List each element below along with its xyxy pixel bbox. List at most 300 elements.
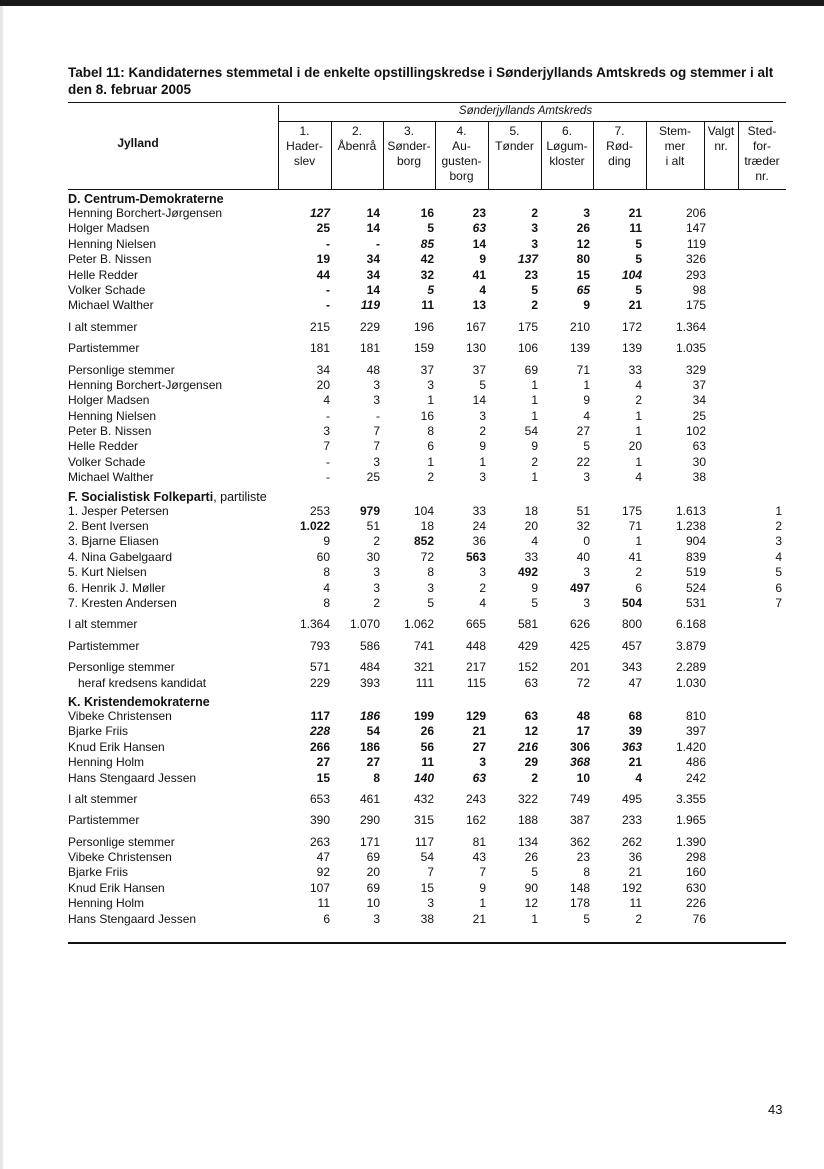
table-cell: 69: [524, 362, 538, 377]
table-cell: 2: [479, 424, 486, 439]
table-cell: 2: [531, 770, 538, 785]
table-cell: 30: [692, 454, 706, 469]
table-cell: 1: [427, 393, 434, 408]
table-cell: 51: [576, 503, 590, 518]
table-cell: 85: [420, 236, 434, 251]
column-header-1: [278, 122, 331, 189]
column-header-line: Tønder: [495, 139, 534, 153]
table-cell: 36: [472, 534, 486, 549]
table-cell: 210: [569, 319, 590, 334]
table-cell: 63: [472, 221, 486, 236]
table-cell: 904: [685, 534, 706, 549]
table-cell: 24: [472, 519, 486, 534]
table-cell: 134: [517, 834, 538, 849]
table-cell: 3: [479, 755, 486, 770]
row-label: Vibeke Christensen: [68, 708, 172, 723]
column-header-4: [435, 122, 488, 189]
row-label: Henning Borchert-Jørgensen: [68, 206, 223, 220]
table-cell: 3: [583, 206, 590, 220]
table-cell: 98: [692, 282, 706, 297]
table-cell: 242: [685, 770, 706, 785]
table-cell: 306: [569, 739, 590, 754]
table-cell: 159: [413, 341, 434, 356]
column-header-line: 3.: [403, 124, 414, 138]
table-cell: 7: [775, 595, 782, 610]
table-row: [68, 813, 786, 828]
row-label: Holger Madsen: [68, 393, 150, 408]
table-cell: 1.030: [675, 675, 706, 690]
table-row: [68, 237, 786, 252]
table-cell: 92: [316, 865, 330, 880]
table-cell: 127: [309, 206, 330, 220]
table-cell: 20: [524, 519, 538, 534]
table-cell: 262: [621, 834, 642, 849]
table-cell: 519: [685, 565, 706, 580]
table-cell: 22: [576, 454, 590, 469]
table-cell: 3: [323, 424, 330, 439]
table-row: [68, 455, 786, 470]
table-cell: 457: [621, 638, 642, 653]
table-cell: 27: [366, 755, 380, 770]
table-cell: 34: [366, 267, 380, 282]
table-cell: 425: [569, 638, 590, 653]
table-cell: 41: [628, 549, 642, 564]
table-cell: 115: [466, 675, 486, 690]
table-cell: 14: [366, 221, 380, 236]
section-title: [68, 486, 786, 504]
row-label: Knud Erik Hansen: [68, 880, 165, 895]
table-cell: -: [326, 298, 330, 313]
row-label: Michael Walther: [68, 298, 154, 313]
table-cell: 3: [531, 221, 538, 236]
table-cell: 3.355: [675, 791, 706, 806]
table-cell: -: [376, 236, 380, 251]
table-row: [68, 206, 786, 221]
table-cell: 201: [569, 660, 590, 675]
table-cell: 8: [427, 424, 434, 439]
table-cell: 215: [309, 319, 330, 334]
table-cell: 1: [531, 470, 538, 485]
table-cell: 229: [309, 675, 330, 690]
table-cell: 9: [479, 252, 486, 267]
table-cell: 1.070: [349, 617, 380, 632]
table-cell: 54: [420, 850, 434, 865]
table-cell: -: [326, 282, 330, 297]
bottom-rule: [68, 942, 786, 944]
table-cell: 147: [685, 221, 706, 236]
table-cell: 139: [569, 341, 590, 356]
table-cell: 3.879: [675, 638, 706, 653]
table-row: [68, 596, 786, 611]
row-label: Peter B. Nissen: [68, 424, 152, 439]
column-header-line: slev: [293, 154, 316, 168]
table-cell: 653: [309, 791, 330, 806]
table-cell: 48: [366, 362, 380, 377]
table-cell: 186: [359, 708, 380, 723]
table-row: [68, 268, 786, 283]
column-header-line: [488, 169, 541, 184]
table-cell: 21: [628, 206, 642, 220]
table-cell: 181: [359, 341, 380, 356]
table-cell: 63: [524, 708, 538, 723]
row-label: Holger Madsen: [68, 221, 150, 236]
table-cell: 111: [415, 675, 434, 690]
table-cell: 492: [517, 565, 538, 580]
table-cell: 175: [685, 298, 706, 313]
table-cell: 7: [427, 865, 434, 880]
column-header-line: 6.: [561, 124, 572, 138]
column-divider: [738, 122, 739, 189]
table-cell: 3: [373, 565, 380, 580]
column-header-line: ding: [608, 154, 631, 168]
table-cell: 13: [472, 298, 486, 313]
column-divider: [704, 122, 705, 189]
table-cell: 3: [583, 470, 590, 485]
table-cell: 72: [576, 675, 590, 690]
region-header: Sønderjyllands Amtskreds: [278, 105, 773, 122]
column-divider: [488, 122, 489, 189]
table-cell: 63: [472, 770, 486, 785]
table-cell: 119: [360, 298, 380, 313]
table-cell: 226: [685, 896, 706, 911]
column-header-line: 7.: [614, 124, 625, 138]
table-cell: 448: [465, 638, 486, 653]
table-cell: 461: [359, 791, 380, 806]
table-cell: 104: [621, 267, 642, 282]
column-header-line: [331, 154, 383, 169]
row-label: Knud Erik Hansen: [68, 739, 165, 754]
section-name: D. Centrum-Demokraterne: [68, 192, 224, 206]
table-cell: 188: [517, 813, 538, 828]
table-cell: 1: [635, 408, 642, 423]
table-cell: 106: [517, 341, 538, 356]
table-cell: 9: [531, 439, 538, 454]
table-cell: 33: [524, 549, 538, 564]
column-header-line: for-: [753, 139, 771, 153]
table-cell: 229: [359, 319, 380, 334]
table-cell: 11: [421, 298, 434, 313]
table-cell: 2: [531, 206, 538, 220]
table-cell: 17: [576, 724, 590, 739]
table-cell: 8: [427, 565, 434, 580]
table-cell: 38: [420, 911, 434, 926]
column-header-line: mer: [664, 139, 686, 153]
table-cell: 20: [628, 439, 642, 454]
table-cell: 90: [524, 880, 538, 895]
table-cell: 3: [531, 236, 538, 251]
table-cell: 2.289: [675, 660, 706, 675]
table-cell: 1: [635, 454, 642, 469]
table-cell: 3: [583, 595, 590, 610]
table-cell: 3: [479, 470, 486, 485]
section-name: F. Socialistisk Folkeparti: [68, 489, 214, 504]
table-cell: 1: [583, 377, 590, 392]
table-cell: 40: [576, 549, 590, 564]
table-cell: 3: [373, 580, 380, 595]
table-cell: 3: [479, 565, 486, 580]
table-cell: 1.022: [299, 519, 330, 534]
table-cell: 290: [359, 813, 380, 828]
column-header-line: Åbenrå: [337, 139, 377, 153]
table-cell: 741: [413, 638, 434, 653]
table-cell: 51: [366, 519, 380, 534]
table-cell: 5: [531, 865, 538, 880]
row-label: Personlige stemmer: [68, 660, 175, 675]
row-label: heraf kredsens kandidat: [78, 675, 207, 690]
table-cell: 1.613: [675, 503, 706, 518]
table-cell: 1: [775, 503, 782, 518]
table-cell: 1.364: [299, 617, 330, 632]
row-label-header: Jylland: [117, 136, 159, 150]
table-cell: 266: [309, 739, 330, 754]
table-cell: 586: [359, 638, 380, 653]
row-label: Hans Stengaard Jessen: [68, 770, 197, 785]
table-cell: 19: [316, 252, 330, 267]
table-cell: 140: [413, 770, 434, 785]
table-cell: 5: [427, 595, 434, 610]
table-cell: 33: [628, 362, 642, 377]
row-label: 3. Bjarne Eliasen: [68, 534, 159, 549]
table-cell: 23: [472, 206, 486, 220]
row-label: Henning Holm: [68, 896, 145, 911]
table-row: [68, 709, 786, 724]
row-label: 7. Kresten Andersen: [68, 595, 177, 610]
table-cell: 26: [576, 221, 590, 236]
table-cell: 167: [465, 319, 486, 334]
table-cell: 1: [635, 424, 642, 439]
table-cell: 47: [628, 675, 642, 690]
table-row: [68, 565, 786, 580]
row-label: 1. Jesper Petersen: [68, 503, 169, 518]
table-cell: 486: [685, 755, 706, 770]
table-cell: 3: [427, 377, 434, 392]
table-cell: 14: [472, 236, 486, 251]
table-cell: 9: [479, 880, 486, 895]
row-label: Bjarke Friis: [68, 724, 129, 739]
table-row: [68, 740, 786, 755]
table-cell: 117: [310, 708, 330, 723]
table-cell: 5: [531, 595, 538, 610]
table-cell: 1: [427, 454, 434, 469]
row-label: Hans Stengaard Jessen: [68, 911, 197, 926]
column-header-line: træder: [744, 154, 780, 168]
row-label: Helle Redder: [68, 439, 139, 454]
table-cell: 9: [583, 298, 590, 313]
table-cell: 4: [635, 470, 642, 485]
table-cell: 30: [366, 549, 380, 564]
table-row: [68, 470, 786, 485]
table-row: [68, 504, 786, 519]
row-label: I alt stemmer: [68, 617, 138, 632]
table-cell: 38: [692, 470, 706, 485]
row-label: Michael Walther: [68, 470, 154, 485]
column-divider: [541, 122, 542, 189]
table-cell: 4: [635, 770, 642, 785]
table-row: [68, 283, 786, 298]
table-cell: 1: [531, 408, 538, 423]
table-row: [68, 912, 786, 927]
column-header-line: [488, 154, 541, 169]
table-cell: 16: [420, 206, 434, 220]
row-label: Henning Nielsen: [68, 408, 157, 423]
table-cell: 363: [621, 739, 642, 754]
table-cell: 119: [686, 236, 706, 251]
table-cell: 26: [420, 724, 434, 739]
table-cell: 11: [629, 896, 642, 911]
table-cell: 20: [366, 865, 380, 880]
column-divider: [383, 122, 384, 189]
table-cell: 3: [373, 377, 380, 392]
row-label: Bjarke Friis: [68, 865, 129, 880]
column-header-line: gusten-: [441, 154, 482, 168]
table-row: [68, 221, 786, 236]
section-subtitle: , partiliste: [213, 489, 267, 504]
table-row: [68, 550, 786, 565]
table-cell: 63: [524, 675, 538, 690]
table-cell: 321: [413, 660, 434, 675]
column-header-line: Løgum-: [546, 139, 588, 153]
table-cell: 293: [685, 267, 706, 282]
table-cell: 4: [479, 282, 486, 297]
table-cell: 6: [323, 911, 330, 926]
table-cell: 9: [583, 393, 590, 408]
table-cell: 2: [373, 595, 380, 610]
table-cell: 362: [569, 834, 590, 849]
page-number: 43: [768, 1102, 783, 1117]
column-header-line: [593, 169, 646, 184]
table-cell: 14: [472, 393, 486, 408]
table-cell: 21: [472, 911, 486, 926]
column-header-line: Stem-: [658, 124, 691, 138]
column-header-line: [704, 169, 738, 184]
row-label: 4. Nina Gabelgaard: [68, 549, 173, 564]
table-cell: 68: [628, 708, 642, 723]
table-row: [68, 896, 786, 911]
table-cell: 65: [576, 282, 590, 297]
table-row: [68, 835, 786, 850]
row-label: Partistemmer: [68, 813, 140, 828]
table-cell: 18: [420, 519, 434, 534]
table-row: [68, 298, 786, 313]
table-cell: 3: [373, 911, 380, 926]
column-header-line: 1.: [299, 124, 310, 138]
table-cell: 11: [629, 221, 642, 236]
column-header-line: kloster: [549, 154, 585, 168]
table-row: [68, 320, 786, 335]
table-row: [68, 519, 786, 534]
table-cell: 37: [692, 377, 706, 392]
table-cell: 18: [524, 503, 538, 518]
table-cell: 4: [531, 534, 538, 549]
table-cell: 206: [685, 206, 706, 220]
column-header-line: 2.: [351, 124, 362, 138]
table-cell: 387: [569, 813, 590, 828]
table-cell: 3: [583, 565, 590, 580]
table-cell: 8: [323, 595, 330, 610]
table-cell: 3: [479, 408, 486, 423]
table-cell: 12: [524, 724, 538, 739]
column-divider: [593, 122, 594, 189]
table-cell: 4: [583, 408, 590, 423]
table-cell: 3: [373, 393, 380, 408]
table-cell: 1.238: [675, 519, 706, 534]
table-cell: 243: [465, 791, 486, 806]
table-cell: 397: [685, 724, 706, 739]
column-header-line: borg: [396, 154, 422, 168]
table-cell: 21: [628, 865, 642, 880]
table-cell: 8: [373, 770, 380, 785]
table-cell: 56: [420, 739, 434, 754]
table-cell: 175: [517, 319, 538, 334]
row-label: 2. Bent Iversen: [68, 519, 149, 534]
table-cell: 25: [316, 221, 330, 236]
table-cell: 217: [465, 660, 486, 675]
table-cell: 1: [479, 896, 486, 911]
table-header: [68, 102, 786, 190]
table-cell: 839: [685, 549, 706, 564]
table-cell: 32: [576, 519, 590, 534]
row-label: Peter B. Nissen: [68, 252, 152, 267]
column-header-line: [278, 169, 331, 184]
table-cell: 228: [309, 724, 330, 739]
table-cell: 497: [569, 580, 590, 595]
column-divider: [278, 105, 279, 189]
table-row: [68, 617, 786, 632]
column-header-line: [331, 169, 383, 184]
table-cell: 4: [323, 580, 330, 595]
table-cell: 2: [775, 519, 782, 534]
table-cell: 329: [685, 362, 706, 377]
column-header-line: Valgt: [707, 124, 735, 138]
column-header-7: [593, 122, 646, 189]
table-cell: -: [326, 408, 330, 423]
column-header-line: Rød-: [606, 139, 633, 153]
table-cell: 15: [576, 267, 590, 282]
table-cell: -: [326, 236, 330, 251]
table-cell: 63: [692, 439, 706, 454]
table-cell: 626: [569, 617, 590, 632]
table-cell: 5: [635, 282, 642, 297]
table-cell: 9: [531, 580, 538, 595]
table-cell: 5: [775, 565, 782, 580]
table-cell: -: [376, 408, 380, 423]
table-cell: 117: [414, 834, 434, 849]
column-header-6: [541, 122, 593, 189]
table-row: [68, 393, 786, 408]
table-cell: 4: [479, 595, 486, 610]
column-header-3: [383, 122, 435, 189]
table-cell: 48: [576, 708, 590, 723]
row-label: Henning Nielsen: [68, 236, 157, 251]
table-row: [68, 581, 786, 596]
table-cell: 76: [692, 911, 706, 926]
table-cell: 12: [576, 236, 590, 251]
row-label: I alt stemmer: [68, 791, 138, 806]
table-cell: 524: [685, 580, 706, 595]
table-cell: 32: [420, 267, 434, 282]
table-cell: 139: [621, 341, 642, 356]
table-cell: 33: [472, 503, 486, 518]
table-cell: 16: [420, 408, 434, 423]
column-header-line: borg: [449, 169, 474, 183]
table-row: [68, 792, 786, 807]
table-cell: 6: [427, 439, 434, 454]
table-cell: 10: [366, 896, 380, 911]
table-cell: 5: [531, 282, 538, 297]
table-cell: 1.062: [403, 617, 434, 632]
table-row: [68, 534, 786, 549]
table-cell: -: [326, 454, 330, 469]
